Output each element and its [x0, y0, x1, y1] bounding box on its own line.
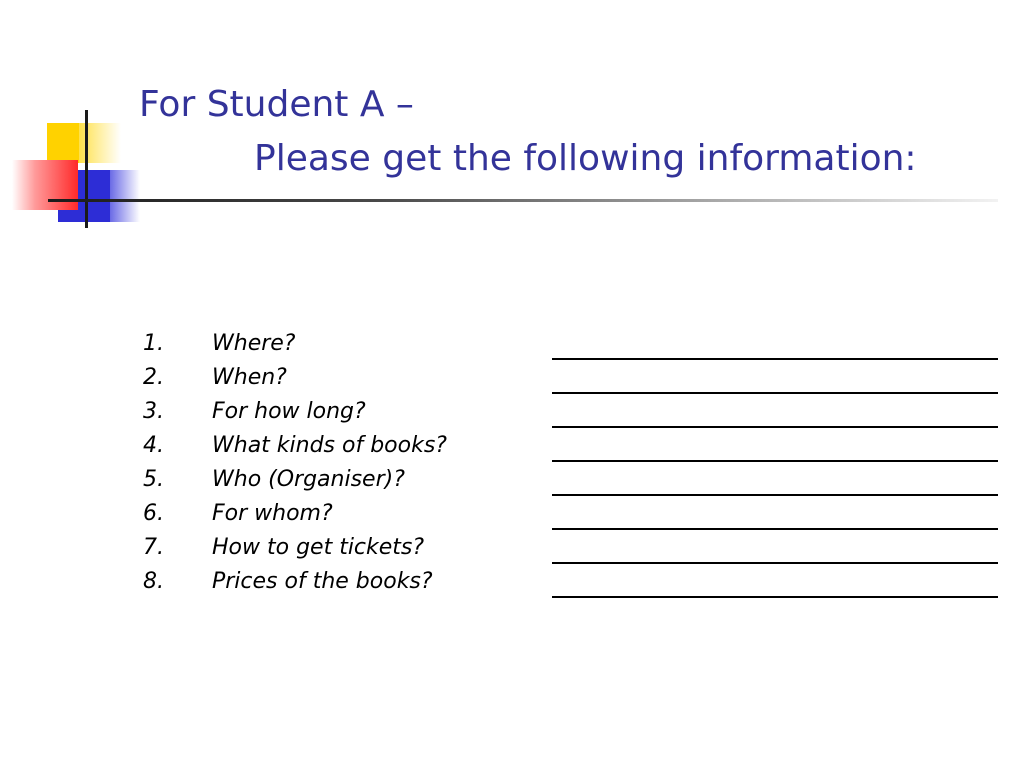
list-item	[143, 565, 1003, 599]
item-number: 4.	[143, 433, 164, 458]
answer-blank	[552, 404, 998, 428]
item-question: When?	[212, 365, 287, 390]
item-number: 5.	[143, 467, 164, 492]
list-item	[143, 497, 1003, 531]
blue-fade	[110, 170, 140, 222]
decorative-logo	[0, 0, 150, 240]
question-list	[143, 327, 1003, 599]
title-line-1: For Student A –	[139, 84, 414, 125]
item-number: 6.	[143, 501, 164, 526]
list-item	[143, 395, 1003, 429]
answer-blank	[552, 574, 998, 598]
item-question: For how long?	[212, 399, 366, 424]
answer-blank	[552, 370, 998, 394]
item-question: For whom?	[212, 501, 333, 526]
item-question: What kinds of books?	[212, 433, 447, 458]
list-item	[143, 327, 1003, 361]
item-number: 7.	[143, 535, 164, 560]
answer-blank	[552, 506, 998, 530]
yellow-square	[47, 123, 79, 163]
answer-blank	[552, 438, 998, 462]
answer-blank	[552, 336, 998, 360]
answer-blank	[552, 472, 998, 496]
vertical-rule	[85, 110, 88, 228]
item-question: Prices of the books?	[212, 569, 433, 594]
red-square	[12, 160, 78, 210]
list-item	[143, 361, 1003, 395]
item-number: 1.	[143, 331, 164, 356]
list-item	[143, 463, 1003, 497]
item-question: How to get tickets?	[212, 535, 425, 560]
slide-title	[139, 78, 917, 186]
item-number: 8.	[143, 569, 164, 594]
title-underline	[48, 199, 998, 202]
title-line-2: Please get the following information:	[254, 138, 917, 179]
list-item	[143, 429, 1003, 463]
item-number: 3.	[143, 399, 164, 424]
item-number: 2.	[143, 365, 164, 390]
item-question: Where?	[212, 331, 296, 356]
list-item	[143, 531, 1003, 565]
item-question: Who (Organiser)?	[212, 467, 405, 492]
answer-blank	[552, 540, 998, 564]
